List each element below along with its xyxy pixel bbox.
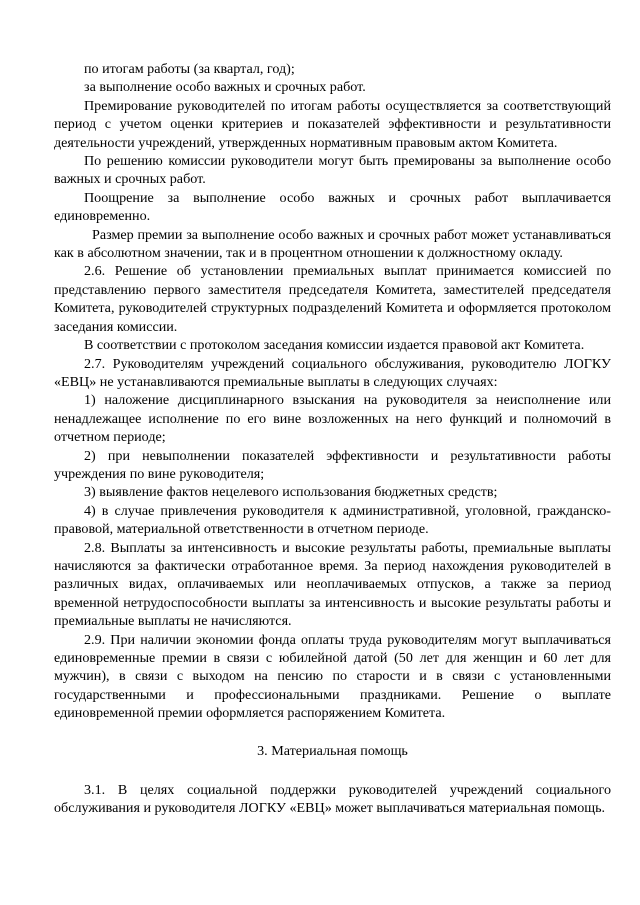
paragraph: 2.7. Руководителям учреждений социального обслуживания, руководителю ЛОГКУ «ЕВЦ» не устанавливаются премиальные выплаты в следующих случаях: <box>54 355 611 390</box>
paragraph: 2.9. При наличии экономии фонда оплаты труда руководителям могут выплачиваться единовременные премии в связи с юбилейной датой (50 лет для женщин и 60 лет для мужчин), в связи с выходом на пенсию по старости и в связи с установленными государственными и профессиональными праздниками. Решение о выплате единовременной премии оформляется распоряжением Комитета. <box>54 631 611 722</box>
paragraph: Поощрение за выполнение особо важных и срочных работ выплачивается единовременно. <box>54 189 611 225</box>
paragraph: по итогам работы (за квартал, год); <box>84 61 295 77</box>
paragraph: 2.8. Выплаты за интенсивность и высокие результаты работы, премиальные выплаты начисляются за фактически отработанное время. За период нахождения руководителей в различных видах, оплачиваемых или неоплачиваемых отпусков, а также за период временной нетрудоспособности выплаты за интенсивность и высокие результаты работы и премиальные выплаты не начисляются. <box>54 539 611 630</box>
paragraph: 2) при невыполнении показателей эффективности и результативности работы учреждения по вине руководителя; <box>54 447 611 482</box>
paragraph: Премирование руководителей по итогам работы осуществляется за соответствующий период с учетом оценки критериев и показателей эффективности и результативности деятельности учреждений, утвержденных нормативным правовым актом Комитета. <box>54 97 611 151</box>
paragraph: 3) выявление фактов нецелевого использования бюджетных средств; <box>84 484 498 501</box>
paragraph: В соответствии с протоколом заседания комиссии издается правовой акт Комитета. <box>84 337 585 354</box>
paragraph: 2.6. Решение об установлении премиальных выплат принимается комиссией по представлению первого заместителя председателя Комитета, заместителей председателя Комитета, руководителей структурных подразделений Комитета и оформляется протоколом заседания комиссии. <box>54 263 611 335</box>
paragraph: 4) в случае привлечения руководителя к административной, уголовной, гражданско-правовой, материальной ответственности в отчетном периоде. <box>54 502 611 538</box>
paragraph: По решению комиссии руководители могут быть премированы за выполнение особо важных и срочных работ. <box>54 153 611 188</box>
section-heading: 3. Материальная помощь <box>257 742 408 759</box>
paragraph: за выполнение особо важных и срочных работ. <box>84 79 366 96</box>
paragraph: Размер премии за выполнение особо важных и срочных работ может устанавливаться как в абсолютном значении, так и в процентном отношении к должностному окладу. <box>54 226 611 262</box>
paragraph: 1) наложение дисциплинарного взыскания на руководителя за неисполнение или ненадлежащее исполнение по его вине возложенных на него функций и полномочий в отчетном периоде; <box>54 392 611 446</box>
paragraph: 3.1. В целях социальной поддержки руководителей учреждений социального обслуживания и руководителя ЛОГКУ «ЕВЦ» может выплачиваться материальная помощь. <box>54 782 611 817</box>
document-body <box>54 60 611 818</box>
